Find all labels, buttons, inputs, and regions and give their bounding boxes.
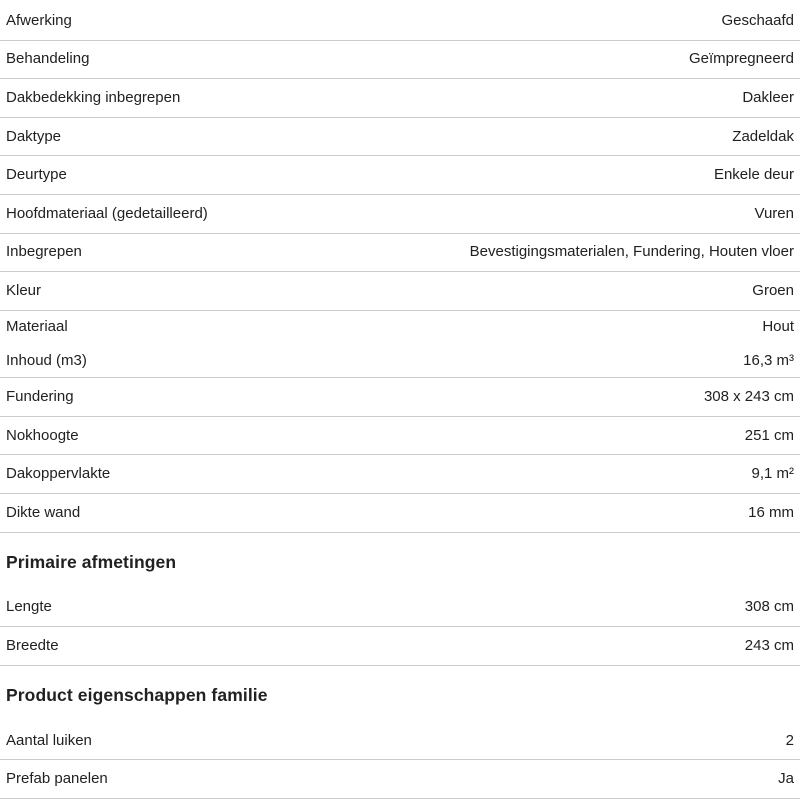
- spec-row-fundering: [0, 378, 800, 417]
- spec-value: 308 x 243 cm: [703, 388, 794, 406]
- spec-row-afwerking: [0, 2, 800, 41]
- spec-label: Materiaal: [6, 318, 68, 336]
- spec-label: Dikte wand: [6, 503, 81, 521]
- spec-label: Daktype: [6, 127, 62, 145]
- spec-value: Zadeldak: [732, 127, 794, 145]
- spec-value: 2: [785, 731, 794, 749]
- spec-label: Kleur: [6, 281, 42, 299]
- spec-value: 308 cm: [744, 598, 794, 616]
- spec-row-materiaal: [0, 311, 800, 344]
- spec-row-inhoud: [0, 344, 800, 377]
- spec-label: Fundering: [6, 388, 74, 406]
- spec-label: Deurtype: [6, 166, 67, 184]
- spec-value: Ja: [778, 770, 794, 788]
- spec-value: Geschaafd: [721, 11, 794, 29]
- spec-label: Dakoppervlakte: [6, 465, 111, 483]
- spec-row-daktype: [0, 118, 800, 157]
- spec-row-dakbedekking-inbegrepen: [0, 79, 800, 118]
- spec-label: Aantal luiken: [6, 731, 92, 749]
- spec-row-dikte-wand: [0, 494, 800, 533]
- spec-label: Inbegrepen: [6, 243, 82, 261]
- spec-label: Afwerking: [6, 11, 72, 29]
- spec-label: Dakbedekking inbegrepen: [6, 88, 181, 106]
- spec-row-dakoppervlakte: [0, 455, 800, 494]
- spec-row-deurtype: [0, 156, 800, 195]
- spec-value: 243 cm: [744, 637, 794, 655]
- spec-row-kleur: [0, 272, 800, 311]
- spec-value: 251 cm: [744, 426, 794, 444]
- spec-label: Nokhoogte: [6, 426, 79, 444]
- spec-label: Hoofdmateriaal (gedetailleerd): [6, 204, 208, 222]
- spec-row-nokhoogte: [0, 417, 800, 456]
- spec-row-behandeling: [0, 41, 800, 80]
- spec-row-inbegrepen: [0, 234, 800, 273]
- spec-value: Vuren: [754, 204, 794, 222]
- spec-value: Hout: [762, 318, 794, 336]
- spec-value: Geïmpregneerd: [688, 50, 794, 68]
- spec-label: Breedte: [6, 637, 59, 655]
- spec-value: Enkele deur: [713, 166, 794, 184]
- spec-label: Lengte: [6, 598, 52, 616]
- spec-value: 16,3 m³: [743, 351, 794, 369]
- spec-label: Inhoud (m3): [6, 351, 87, 369]
- spec-row-breedte: [0, 627, 800, 666]
- spec-value: Bevestigingsmaterialen, Fundering, Houten vloer: [469, 243, 794, 261]
- spec-value: Groen: [752, 281, 794, 299]
- spec-label: Prefab panelen: [6, 770, 108, 788]
- section-title-primaire-afmetingen: Primaire afmetingen: [6, 552, 177, 573]
- spec-merged-group: [0, 311, 800, 379]
- spec-row-aantal-luiken: [0, 722, 800, 761]
- spec-row-hoofdmateriaal: [0, 195, 800, 234]
- spec-label: Behandeling: [6, 50, 90, 68]
- spec-row-prefab-panelen: [0, 760, 800, 799]
- spec-value: 9,1 m²: [751, 465, 794, 483]
- spec-value: 16 mm: [748, 503, 794, 521]
- spec-value: Dakleer: [742, 88, 794, 106]
- section-title-product-eigenschappen-familie: Product eigenschappen familie: [6, 685, 268, 706]
- spec-row-lengte: [0, 589, 800, 628]
